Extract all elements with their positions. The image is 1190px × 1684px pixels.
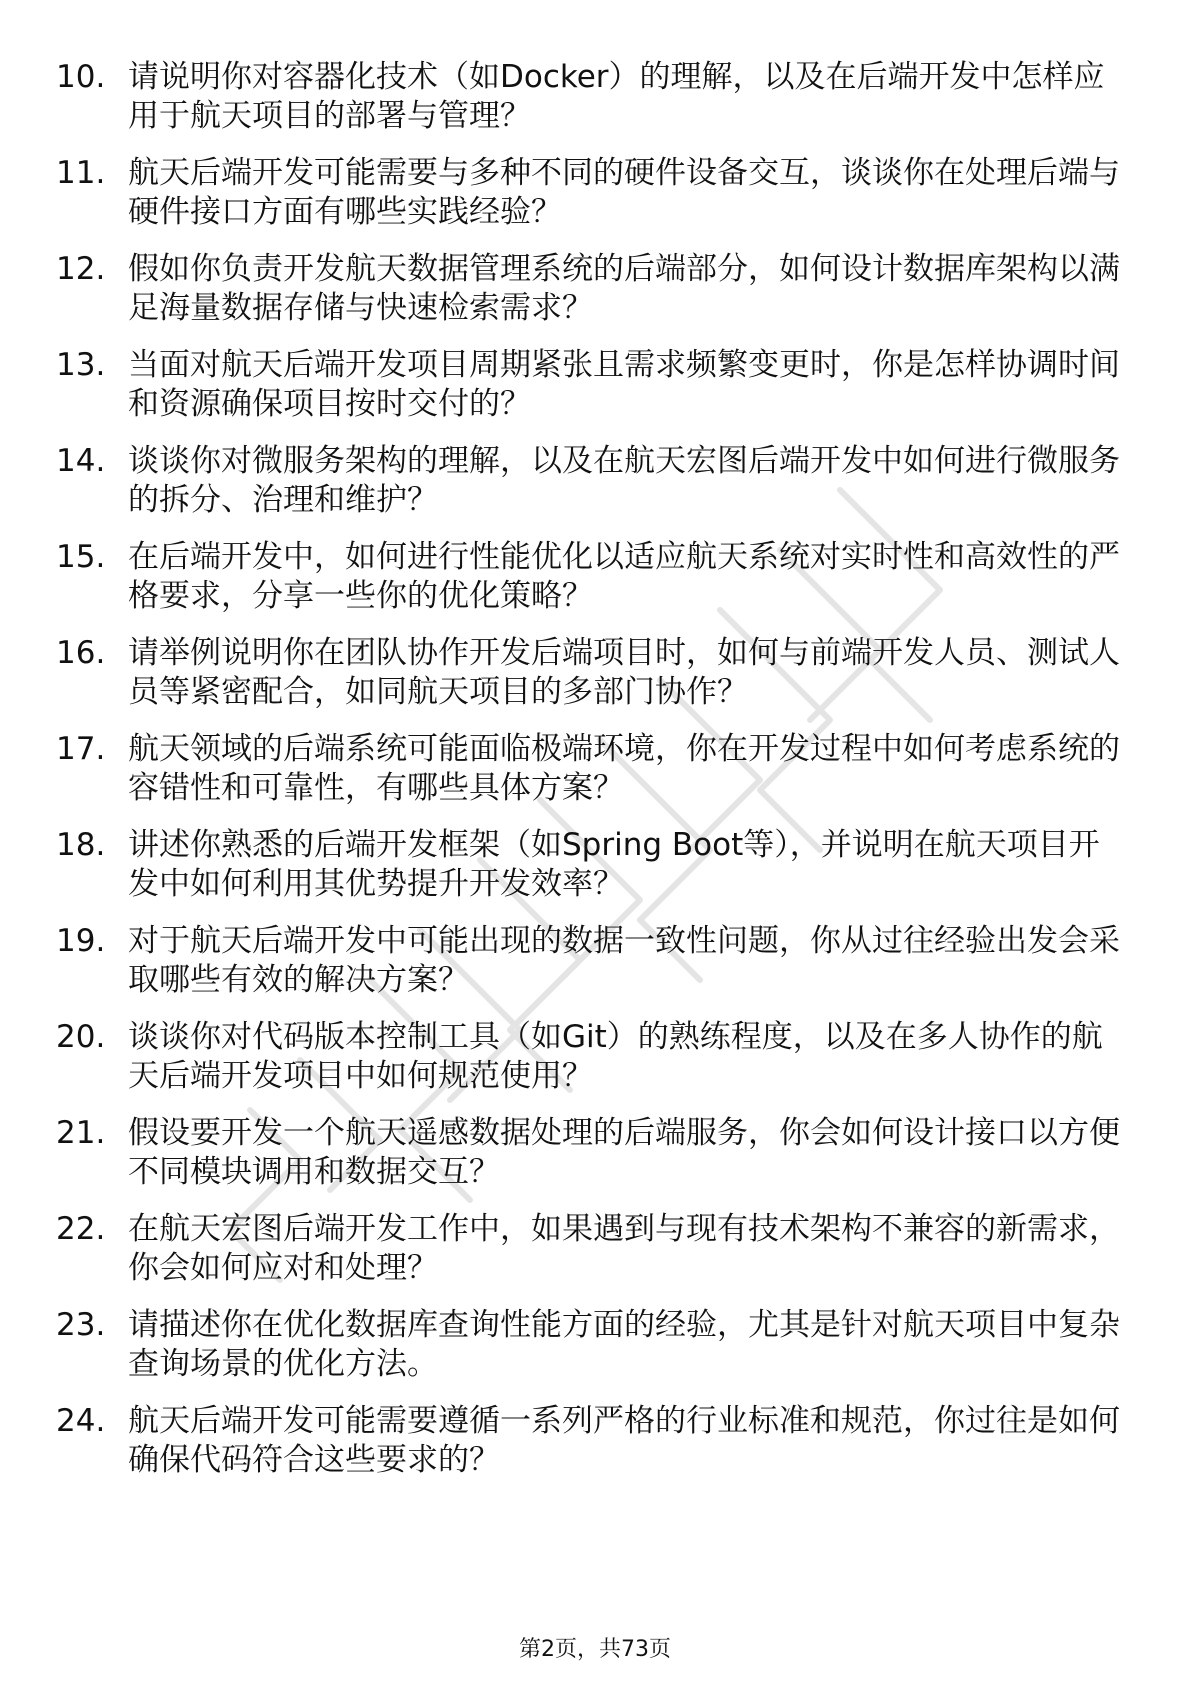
question-number: 20. — [56, 1019, 106, 1055]
question-text: 对于航天后端开发中可能出现的数据一致性问题，你从过往经验出发会采取哪些有效的解决方案？ — [128, 923, 1120, 998]
question-number: 23. — [56, 1307, 106, 1343]
question-item-11 — [56, 154, 1136, 250]
page-number-label: 第2页，共73页 — [519, 1637, 671, 1662]
question-number: 15. — [56, 539, 106, 575]
question-item-18 — [56, 826, 1136, 922]
question-item-21 — [56, 1114, 1136, 1210]
question-item-23 — [56, 1306, 1136, 1402]
question-item-15 — [56, 538, 1136, 634]
question-number: 12. — [56, 251, 106, 287]
question-number: 17. — [56, 731, 106, 767]
question-text: 请描述你在优化数据库查询性能方面的经验，尤其是针对航天项目中复杂查询场景的优化方法。 — [128, 1307, 1120, 1382]
question-number: 19. — [56, 923, 106, 959]
page-footer — [0, 1636, 1190, 1664]
question-text: 航天领域的后端系统可能面临极端环境，你在开发过程中如何考虑系统的容错性和可靠性，有哪些具体方案？ — [128, 731, 1120, 806]
question-item-14 — [56, 442, 1136, 538]
question-text: 请说明你对容器化技术（如Docker）的理解，以及在后端开发中怎样应用于航天项目的部署与管理？ — [128, 59, 1105, 134]
question-text: 讲述你熟悉的后端开发框架（如Spring Boot等），并说明在航天项目开发中如何利用其优势提升开发效率？ — [128, 827, 1100, 902]
question-item-17 — [56, 730, 1136, 826]
question-text: 在后端开发中，如何进行性能优化以适应航天系统对实时性和高效性的严格要求，分享一些你的优化策略？ — [128, 539, 1120, 614]
question-text: 假设要开发一个航天遥感数据处理的后端服务，你会如何设计接口以方便不同模块调用和数据交互？ — [128, 1115, 1120, 1190]
question-item-16 — [56, 634, 1136, 730]
question-text: 当面对航天后端开发项目周期紧张且需求频繁变更时，你是怎样协调时间和资源确保项目按时交付的？ — [128, 347, 1120, 422]
question-item-10 — [56, 58, 1136, 154]
question-number: 22. — [56, 1211, 106, 1247]
question-item-19 — [56, 922, 1136, 1018]
question-list — [56, 58, 1136, 1498]
question-item-20 — [56, 1018, 1136, 1114]
question-item-13 — [56, 346, 1136, 442]
question-number: 14. — [56, 443, 106, 479]
question-text: 谈谈你对代码版本控制工具（如Git）的熟练程度，以及在多人协作的航天后端开发项目中如何规范使用？ — [128, 1019, 1103, 1094]
question-item-12 — [56, 250, 1136, 346]
question-text: 请举例说明你在团队协作开发后端项目时，如何与前端开发人员、测试人员等紧密配合，如同航天项目的多部门协作？ — [128, 635, 1120, 710]
question-number: 21. — [56, 1115, 106, 1151]
question-number: 18. — [56, 827, 106, 863]
question-number: 24. — [56, 1403, 106, 1439]
question-number: 16. — [56, 635, 106, 671]
question-text: 在航天宏图后端开发工作中，如果遇到与现有技术架构不兼容的新需求，你会如何应对和处理？ — [128, 1211, 1120, 1286]
question-number: 11. — [56, 155, 106, 191]
question-text: 谈谈你对微服务架构的理解，以及在航天宏图后端开发中如何进行微服务的拆分、治理和维护？ — [128, 443, 1120, 518]
question-text: 航天后端开发可能需要与多种不同的硬件设备交互，谈谈你在处理后端与硬件接口方面有哪些实践经验？ — [128, 155, 1120, 230]
question-item-24 — [56, 1402, 1136, 1498]
question-text: 假如你负责开发航天数据管理系统的后端部分，如何设计数据库架构以满足海量数据存储与快速检索需求？ — [128, 251, 1120, 326]
question-text: 航天后端开发可能需要遵循一系列严格的行业标准和规范，你过往是如何确保代码符合这些要求的？ — [128, 1403, 1120, 1478]
question-number: 13. — [56, 347, 106, 383]
question-item-22 — [56, 1210, 1136, 1306]
question-number: 10. — [56, 59, 106, 95]
